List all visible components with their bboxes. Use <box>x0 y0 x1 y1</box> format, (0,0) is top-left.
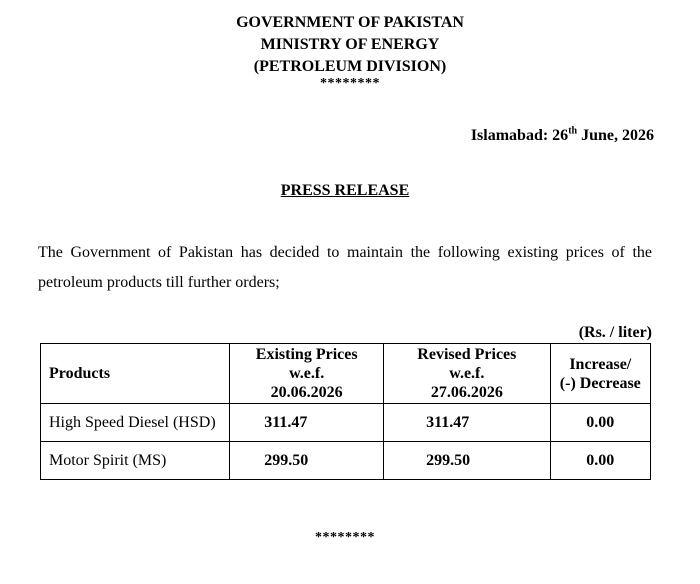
dateline-rest: June, 2026 <box>577 127 654 144</box>
table-row <box>41 404 651 442</box>
header-existing-line1: Existing Prices <box>255 346 358 363</box>
footer-separator: ******** <box>315 530 375 545</box>
dateline-day-suffix: th <box>568 125 578 137</box>
row-existing-price: 311.47 <box>230 404 384 442</box>
document-header <box>0 12 700 90</box>
unit-label: (Rs. / liter) <box>578 324 652 341</box>
header-revised-prices <box>384 344 551 404</box>
row-revised-price: 299.50 <box>384 442 551 480</box>
dateline-place: Islamabad: 26 <box>470 127 569 144</box>
ministry-title: MINISTRY OF ENERGY <box>260 36 440 53</box>
table-row <box>41 442 651 480</box>
row-revised-price: 311.47 <box>384 404 551 442</box>
header-increase-decrease <box>550 344 650 404</box>
table-header-row <box>41 344 651 404</box>
body-paragraph: The Government of Pakistan has decided to maintain the following existing prices of the petroleum products till further orders; <box>38 244 652 291</box>
row-change: 0.00 <box>550 442 650 480</box>
header-revised-line1: Revised Prices <box>417 346 517 363</box>
header-existing-prices <box>230 344 384 404</box>
press-release-title: PRESS RELEASE <box>280 182 410 199</box>
header-existing-line2: w.e.f. <box>289 365 325 382</box>
header-separator: ******** <box>320 76 380 91</box>
dateline <box>471 127 654 145</box>
header-revised-line2: w.e.f. <box>449 365 485 382</box>
government-title: GOVERNMENT OF PAKISTAN <box>236 14 464 31</box>
header-existing-line3: 20.06.2026 <box>270 384 343 401</box>
row-product: Motor Spirit (MS) <box>41 442 230 480</box>
header-change-line1: Increase/ <box>569 355 632 373</box>
row-product: High Speed Diesel (HSD) <box>41 404 230 442</box>
row-existing-price: 299.50 <box>230 442 384 480</box>
header-change-line2: (-) Decrease <box>559 374 641 392</box>
header-revised-line3: 27.06.2026 <box>430 384 503 401</box>
prices-table <box>40 343 651 480</box>
division-title: (PETROLEUM DIVISION) <box>253 58 447 75</box>
row-change: 0.00 <box>550 404 650 442</box>
header-products: Products <box>41 344 230 404</box>
